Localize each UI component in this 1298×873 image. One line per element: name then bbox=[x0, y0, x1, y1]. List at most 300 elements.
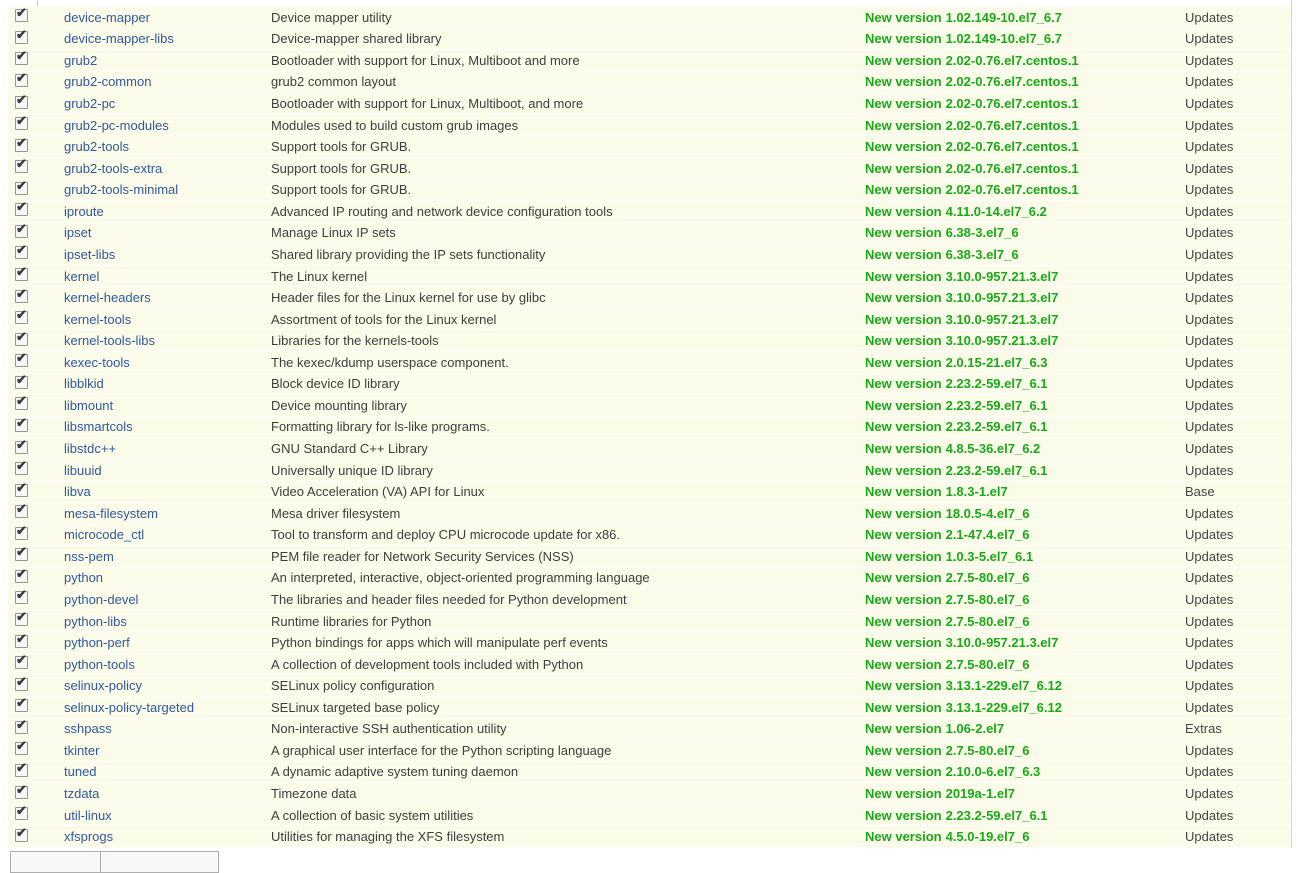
new-version-prefix: New version bbox=[865, 829, 942, 845]
new-version-number: 2.23.2-59.el7_6.1 bbox=[945, 807, 1048, 823]
name-cell bbox=[64, 247, 271, 262]
package-checkbox[interactable] bbox=[15, 328, 28, 346]
new-version-prefix: New version bbox=[865, 117, 942, 133]
name-cell bbox=[64, 74, 271, 89]
package-checkbox[interactable] bbox=[15, 587, 28, 604]
package-checkbox[interactable] bbox=[15, 26, 28, 44]
new-version-number: 2.7.5-80.el7_6 bbox=[945, 570, 1030, 586]
package-new-version bbox=[865, 463, 1185, 478]
package-row bbox=[8, 7, 1291, 28]
checkbox-cell bbox=[8, 587, 64, 607]
package-new-version bbox=[865, 657, 1185, 672]
checkmark-icon: ✔ bbox=[16, 393, 27, 409]
package-new-version bbox=[865, 312, 1185, 327]
new-version-prefix: New version bbox=[865, 354, 942, 370]
package-checkbox[interactable] bbox=[15, 695, 28, 712]
package-name-link[interactable]: grub2-pc bbox=[64, 96, 116, 112]
new-version-prefix: New version bbox=[865, 656, 942, 672]
package-checkbox[interactable] bbox=[15, 69, 28, 87]
package-description: Advanced IP routing and network device configuration tools bbox=[271, 203, 613, 219]
package-new-version bbox=[865, 764, 1185, 779]
checkbox-cell bbox=[8, 26, 64, 47]
checkmark-icon: ✔ bbox=[16, 69, 27, 85]
package-name-link[interactable]: grub2-tools-extra bbox=[64, 160, 163, 176]
package-checkbox[interactable] bbox=[15, 781, 28, 799]
checkbox-cell bbox=[8, 501, 64, 521]
name-cell bbox=[64, 10, 271, 25]
checkbox-cell bbox=[8, 134, 64, 155]
package-category: Updates bbox=[1185, 9, 1234, 25]
checkbox-cell bbox=[8, 328, 64, 349]
package-checkbox[interactable] bbox=[15, 177, 28, 195]
package-new-version bbox=[865, 592, 1185, 607]
name-cell bbox=[64, 614, 271, 629]
package-name-link[interactable]: grub2-pc-modules bbox=[64, 117, 169, 133]
package-category: Updates bbox=[1185, 182, 1234, 198]
package-name-link[interactable]: grub2 bbox=[64, 52, 98, 68]
package-description: Runtime libraries for Python bbox=[271, 613, 432, 629]
package-category: Updates bbox=[1185, 786, 1234, 802]
package-name-link[interactable]: kernel-tools bbox=[64, 311, 132, 327]
package-checkbox[interactable] bbox=[15, 716, 28, 734]
package-rows bbox=[8, 7, 1291, 847]
package-checkbox[interactable] bbox=[15, 759, 28, 777]
package-category: Updates bbox=[1185, 203, 1234, 219]
package-category: Updates bbox=[1185, 52, 1234, 68]
package-name-link[interactable]: libva bbox=[64, 484, 91, 500]
new-version-number: 2.1-47.4.el7_6 bbox=[945, 527, 1030, 543]
checkbox-cell bbox=[8, 630, 64, 651]
package-new-version bbox=[865, 31, 1185, 46]
checkbox-cell bbox=[8, 220, 64, 241]
package-description: A collection of development tools included with Python bbox=[271, 656, 584, 672]
package-row bbox=[8, 266, 1291, 287]
package-name-link[interactable]: util-linux bbox=[64, 807, 112, 823]
package-row bbox=[8, 244, 1291, 265]
new-version-prefix: New version bbox=[865, 441, 942, 457]
package-category: Updates bbox=[1185, 678, 1234, 694]
package-category: Updates bbox=[1185, 613, 1234, 629]
new-version-number: 3.10.0-957.21.3.el7 bbox=[945, 635, 1059, 651]
checkbox-cell bbox=[8, 824, 64, 845]
package-category: Updates bbox=[1185, 656, 1234, 672]
package-checkbox[interactable] bbox=[15, 436, 28, 454]
package-description: A collection of basic system utilities bbox=[271, 807, 474, 823]
package-category: Extras bbox=[1185, 721, 1222, 737]
package-row bbox=[8, 716, 1291, 740]
checkmark-icon: ✔ bbox=[16, 501, 27, 517]
checkmark-icon: ✔ bbox=[16, 652, 27, 668]
package-checkbox[interactable] bbox=[15, 156, 28, 173]
package-checkbox[interactable] bbox=[15, 544, 28, 561]
new-version-number: 1.8.3-1.el7 bbox=[945, 484, 1008, 500]
package-category: Updates bbox=[1185, 354, 1234, 370]
checkbox-cell bbox=[8, 673, 64, 694]
package-name-link[interactable]: grub2-tools bbox=[64, 139, 130, 155]
checkbox-cell bbox=[8, 307, 64, 327]
package-name-link[interactable]: xfsprogs bbox=[64, 829, 114, 845]
name-cell bbox=[64, 312, 271, 327]
checkbox-cell bbox=[8, 5, 64, 25]
checkmark-icon: ✔ bbox=[16, 630, 27, 646]
new-version-prefix: New version bbox=[865, 9, 942, 25]
new-version-number: 3.13.1-229.el7_6.12 bbox=[945, 699, 1062, 715]
new-version-prefix: New version bbox=[865, 96, 942, 112]
package-new-version bbox=[865, 139, 1185, 154]
checkmark-icon: ✔ bbox=[16, 371, 27, 387]
package-checkbox[interactable] bbox=[15, 48, 28, 65]
package-row bbox=[8, 546, 1291, 567]
package-name-link[interactable]: kexec-tools bbox=[64, 354, 130, 370]
name-cell bbox=[64, 398, 271, 413]
package-description: The Linux kernel bbox=[271, 268, 368, 284]
package-name-link[interactable]: python-devel bbox=[64, 591, 139, 607]
package-name-link[interactable]: tzdata bbox=[64, 786, 100, 802]
package-category: Updates bbox=[1185, 290, 1234, 306]
package-checkbox[interactable] bbox=[15, 350, 28, 367]
package-description: Bootloader with support for Linux, Multiboot, and more bbox=[271, 96, 584, 112]
package-name-link[interactable]: iproute bbox=[64, 203, 104, 219]
new-version-number: 1.06-2.el7 bbox=[945, 721, 1005, 737]
new-version-prefix: New version bbox=[865, 505, 942, 521]
name-cell bbox=[64, 290, 271, 305]
package-checkbox[interactable] bbox=[15, 824, 28, 842]
package-checkbox[interactable] bbox=[15, 522, 28, 540]
package-checkbox[interactable] bbox=[15, 652, 28, 669]
checkbox-cell bbox=[8, 716, 64, 737]
package-row bbox=[8, 438, 1291, 459]
package-name-link[interactable]: python bbox=[64, 570, 104, 586]
package-name-link[interactable]: libstdc++ bbox=[64, 441, 117, 457]
table-top-edge bbox=[8, 0, 1291, 7]
checkmark-icon: ✔ bbox=[16, 113, 27, 129]
package-row bbox=[8, 201, 1291, 222]
package-checkbox[interactable] bbox=[15, 414, 28, 432]
package-description: Manage Linux IP sets bbox=[271, 225, 396, 241]
package-row bbox=[8, 414, 1291, 438]
package-checkbox[interactable] bbox=[15, 91, 28, 109]
name-cell bbox=[64, 161, 271, 176]
package-name-link[interactable]: selinux-policy bbox=[64, 678, 143, 694]
checkmark-icon: ✔ bbox=[16, 522, 27, 538]
package-checkbox[interactable] bbox=[15, 371, 28, 389]
package-name-link[interactable]: ipset-libs bbox=[64, 246, 116, 262]
package-category: Updates bbox=[1185, 160, 1234, 176]
package-name-link[interactable]: libmount bbox=[64, 397, 114, 413]
new-version-prefix: New version bbox=[865, 527, 942, 543]
package-checkbox[interactable] bbox=[15, 393, 28, 410]
new-version-number: 2.02-0.76.el7.centos.1 bbox=[945, 182, 1079, 198]
new-version-prefix: New version bbox=[865, 699, 942, 715]
package-description: Utilities for managing the XFS filesystem bbox=[271, 829, 505, 845]
checkmark-icon: ✔ bbox=[16, 565, 27, 581]
package-name-link[interactable]: nss-pem bbox=[64, 548, 114, 564]
package-updates-table bbox=[8, 0, 1292, 848]
new-version-prefix: New version bbox=[865, 678, 942, 694]
new-version-prefix: New version bbox=[865, 311, 942, 327]
package-checkbox[interactable] bbox=[15, 609, 28, 626]
package-new-version bbox=[865, 10, 1185, 25]
checkbox-cell bbox=[8, 609, 64, 629]
package-category: Updates bbox=[1185, 829, 1234, 845]
package-description: Mesa driver filesystem bbox=[271, 505, 401, 521]
new-version-number: 2.23.2-59.el7_6.1 bbox=[945, 462, 1048, 478]
package-row bbox=[8, 759, 1291, 783]
checkmark-icon: ✔ bbox=[16, 609, 27, 625]
package-checkbox[interactable] bbox=[15, 479, 28, 497]
checkmark-icon: ✔ bbox=[16, 5, 27, 21]
package-name-link[interactable]: python-libs bbox=[64, 613, 127, 629]
checkbox-cell bbox=[8, 113, 64, 133]
new-version-number: 2.0.15-21.el7_6.3 bbox=[945, 354, 1048, 370]
package-category: Updates bbox=[1185, 742, 1234, 758]
package-row bbox=[8, 611, 1291, 632]
package-description: Support tools for GRUB. bbox=[271, 160, 412, 176]
package-checkbox[interactable] bbox=[15, 5, 28, 22]
package-new-version bbox=[865, 182, 1185, 197]
package-category: Updates bbox=[1185, 635, 1234, 651]
new-version-number: 3.10.0-957.21.3.el7 bbox=[945, 333, 1059, 349]
checkbox-cell bbox=[8, 479, 64, 500]
package-checkbox[interactable] bbox=[15, 307, 28, 324]
checkbox-cell bbox=[8, 393, 64, 413]
checkbox-cell bbox=[8, 565, 64, 586]
new-version-prefix: New version bbox=[865, 419, 942, 435]
name-cell bbox=[64, 721, 271, 736]
package-row bbox=[8, 352, 1291, 373]
package-category: Updates bbox=[1185, 139, 1234, 155]
package-name-link[interactable]: libuuid bbox=[64, 462, 102, 478]
checkmark-icon: ✔ bbox=[16, 26, 27, 42]
package-description: Block device ID library bbox=[271, 376, 400, 392]
name-cell bbox=[64, 139, 271, 154]
package-new-version bbox=[865, 506, 1185, 521]
package-name-link[interactable]: tkinter bbox=[64, 742, 100, 758]
package-description: The kexec/kdump userspace component. bbox=[271, 354, 509, 370]
package-category: Updates bbox=[1185, 225, 1234, 241]
package-description: A graphical user interface for the Python scripting language bbox=[271, 742, 612, 758]
package-description: Device mapper utility bbox=[271, 9, 392, 25]
name-cell bbox=[64, 118, 271, 133]
package-description: Non-interactive SSH authentication utility bbox=[271, 721, 507, 737]
new-version-number: 2.02-0.76.el7.centos.1 bbox=[945, 96, 1079, 112]
package-category: Updates bbox=[1185, 311, 1234, 327]
new-version-number: 2.7.5-80.el7_6 bbox=[945, 613, 1030, 629]
checkmark-icon: ✔ bbox=[16, 479, 27, 495]
package-new-version bbox=[865, 570, 1185, 585]
checkmark-icon: ✔ bbox=[16, 414, 27, 430]
new-version-number: 2.02-0.76.el7.centos.1 bbox=[945, 139, 1079, 155]
new-version-number: 2019a-1.el7 bbox=[945, 786, 1015, 802]
name-cell bbox=[64, 549, 271, 564]
new-version-prefix: New version bbox=[865, 225, 942, 241]
package-checkbox[interactable] bbox=[15, 285, 28, 303]
name-cell bbox=[64, 657, 271, 672]
package-name-link[interactable]: python-tools bbox=[64, 656, 135, 672]
package-name-link[interactable]: python-perf bbox=[64, 635, 130, 651]
new-version-number: 2.7.5-80.el7_6 bbox=[945, 591, 1030, 607]
checkmark-icon: ✔ bbox=[16, 436, 27, 452]
name-cell bbox=[64, 355, 271, 370]
new-version-number: 2.23.2-59.el7_6.1 bbox=[945, 397, 1048, 413]
new-version-number: 2.7.5-80.el7_6 bbox=[945, 656, 1030, 672]
package-description: GNU Standard C++ Library bbox=[271, 441, 428, 457]
new-version-prefix: New version bbox=[865, 764, 942, 780]
package-description: Shared library providing the IP sets functionality bbox=[271, 246, 546, 262]
new-version-prefix: New version bbox=[865, 591, 942, 607]
new-version-prefix: New version bbox=[865, 246, 942, 262]
package-new-version bbox=[865, 376, 1185, 391]
name-cell bbox=[64, 463, 271, 478]
name-cell bbox=[64, 31, 271, 46]
package-description: Support tools for GRUB. bbox=[271, 182, 412, 198]
checkmark-icon: ✔ bbox=[16, 759, 27, 775]
new-version-number: 4.8.5-36.el7_6.2 bbox=[945, 441, 1041, 457]
package-checkbox[interactable] bbox=[15, 220, 28, 238]
name-cell bbox=[64, 376, 271, 391]
checkmark-icon: ✔ bbox=[16, 695, 27, 711]
new-version-number: 18.0.5-4.el7_6 bbox=[945, 505, 1030, 521]
package-checkbox[interactable] bbox=[15, 199, 28, 216]
package-name-link[interactable]: selinux-policy-targeted bbox=[64, 699, 195, 715]
package-name-link[interactable]: grub2-common bbox=[64, 74, 152, 90]
package-new-version bbox=[865, 225, 1185, 240]
new-version-prefix: New version bbox=[865, 397, 942, 413]
package-name-link[interactable]: microcode_ctl bbox=[64, 527, 145, 543]
package-row bbox=[8, 287, 1291, 308]
new-version-number: 4.11.0-14.el7_6.2 bbox=[945, 203, 1047, 219]
package-new-version bbox=[865, 808, 1185, 823]
package-description: The libraries and header files needed for Python development bbox=[271, 591, 627, 607]
package-checkbox[interactable] bbox=[15, 501, 28, 518]
package-checkbox[interactable] bbox=[15, 738, 28, 755]
new-version-number: 1.02.149-10.el7_6.7 bbox=[945, 9, 1062, 25]
name-cell bbox=[64, 484, 271, 499]
footer-partial-button-left[interactable] bbox=[10, 851, 101, 873]
checkmark-icon: ✔ bbox=[16, 307, 27, 323]
package-description: SELinux targeted base policy bbox=[271, 699, 440, 715]
name-cell bbox=[64, 269, 271, 284]
checkmark-icon: ✔ bbox=[16, 48, 27, 64]
package-row bbox=[8, 330, 1291, 351]
checkbox-cell bbox=[8, 242, 64, 262]
package-name-link[interactable]: libsmartcols bbox=[64, 419, 133, 435]
package-new-version bbox=[865, 743, 1185, 758]
package-description: Libraries for the kernels-tools bbox=[271, 333, 439, 349]
package-name-link[interactable]: ipset bbox=[64, 225, 92, 241]
package-name-link[interactable]: sshpass bbox=[64, 721, 112, 737]
footer-partial-button-right[interactable] bbox=[100, 851, 219, 873]
package-new-version bbox=[865, 118, 1185, 133]
name-cell bbox=[64, 96, 271, 111]
new-version-number: 3.10.0-957.21.3.el7 bbox=[945, 290, 1059, 306]
package-row bbox=[8, 654, 1291, 675]
package-checkbox[interactable] bbox=[15, 565, 28, 583]
package-category: Updates bbox=[1185, 548, 1234, 564]
package-checkbox[interactable] bbox=[15, 803, 28, 820]
new-version-prefix: New version bbox=[865, 548, 942, 564]
package-checkbox[interactable] bbox=[15, 264, 28, 281]
checkmark-icon: ✔ bbox=[16, 781, 27, 797]
package-name-link[interactable]: device-mapper bbox=[64, 9, 150, 25]
package-checkbox[interactable] bbox=[15, 242, 28, 259]
package-category: Updates bbox=[1185, 570, 1234, 586]
package-name-link[interactable]: kernel-tools-libs bbox=[64, 333, 156, 349]
checkmark-icon: ✔ bbox=[16, 824, 27, 840]
package-checkbox[interactable] bbox=[15, 673, 28, 691]
package-name-link[interactable]: device-mapper-libs bbox=[64, 31, 174, 47]
package-description: Python bindings for apps which will manipulate perf events bbox=[271, 635, 608, 651]
checkbox-cell bbox=[8, 652, 64, 672]
name-cell bbox=[64, 700, 271, 715]
package-new-version bbox=[865, 161, 1185, 176]
checkbox-cell bbox=[8, 781, 64, 802]
package-checkbox[interactable] bbox=[15, 458, 28, 475]
package-category: Updates bbox=[1185, 699, 1234, 715]
package-description: Formatting library for ls-like programs. bbox=[271, 419, 490, 435]
checkbox-cell bbox=[8, 285, 64, 306]
package-row bbox=[8, 158, 1291, 179]
new-version-prefix: New version bbox=[865, 807, 942, 823]
new-version-number: 2.23.2-59.el7_6.1 bbox=[945, 419, 1048, 435]
new-version-number: 3.13.1-229.el7_6.12 bbox=[945, 678, 1062, 694]
package-name-link[interactable]: grub2-tools-minimal bbox=[64, 182, 179, 198]
package-description: grub2 common layout bbox=[271, 74, 397, 90]
checkbox-cell bbox=[8, 522, 64, 543]
package-new-version bbox=[865, 700, 1185, 715]
package-name-link[interactable]: mesa-filesystem bbox=[64, 505, 158, 521]
new-version-number: 2.02-0.76.el7.centos.1 bbox=[945, 74, 1079, 90]
package-row bbox=[8, 565, 1291, 589]
name-cell bbox=[64, 678, 271, 693]
checkbox-cell bbox=[8, 69, 64, 90]
new-version-prefix: New version bbox=[865, 203, 942, 219]
package-description: Universally unique ID library bbox=[271, 462, 433, 478]
package-checkbox[interactable] bbox=[15, 630, 28, 648]
package-row bbox=[8, 69, 1291, 93]
package-new-version bbox=[865, 53, 1185, 68]
package-category: Updates bbox=[1185, 74, 1234, 90]
checkbox-cell bbox=[8, 458, 64, 478]
package-new-version bbox=[865, 204, 1185, 219]
package-category: Updates bbox=[1185, 31, 1234, 47]
package-description: Video Acceleration (VA) API for Linux bbox=[271, 484, 485, 500]
package-description: Device-mapper shared library bbox=[271, 31, 442, 47]
package-new-version bbox=[865, 614, 1185, 629]
new-version-number: 1.0.3-5.el7_6.1 bbox=[945, 548, 1034, 564]
new-version-prefix: New version bbox=[865, 635, 942, 651]
package-name-link[interactable]: kernel bbox=[64, 268, 100, 284]
name-cell bbox=[64, 441, 271, 456]
package-description: PEM file reader for Network Security Services (NSS) bbox=[271, 548, 574, 564]
name-cell bbox=[64, 786, 271, 801]
name-cell bbox=[64, 419, 271, 434]
package-category: Base bbox=[1185, 484, 1215, 500]
package-name-link[interactable]: libblkid bbox=[64, 376, 104, 392]
package-checkbox[interactable] bbox=[15, 134, 28, 152]
checkmark-icon: ✔ bbox=[16, 738, 27, 754]
package-name-link[interactable]: tuned bbox=[64, 764, 97, 780]
package-checkbox[interactable] bbox=[15, 113, 28, 130]
checkbox-cell bbox=[8, 695, 64, 715]
package-category: Updates bbox=[1185, 527, 1234, 543]
package-row bbox=[8, 503, 1291, 524]
checkmark-icon: ✔ bbox=[16, 199, 27, 215]
package-new-version bbox=[865, 247, 1185, 262]
package-name-link[interactable]: kernel-headers bbox=[64, 290, 151, 306]
package-new-version bbox=[865, 549, 1185, 564]
package-row bbox=[8, 697, 1291, 718]
